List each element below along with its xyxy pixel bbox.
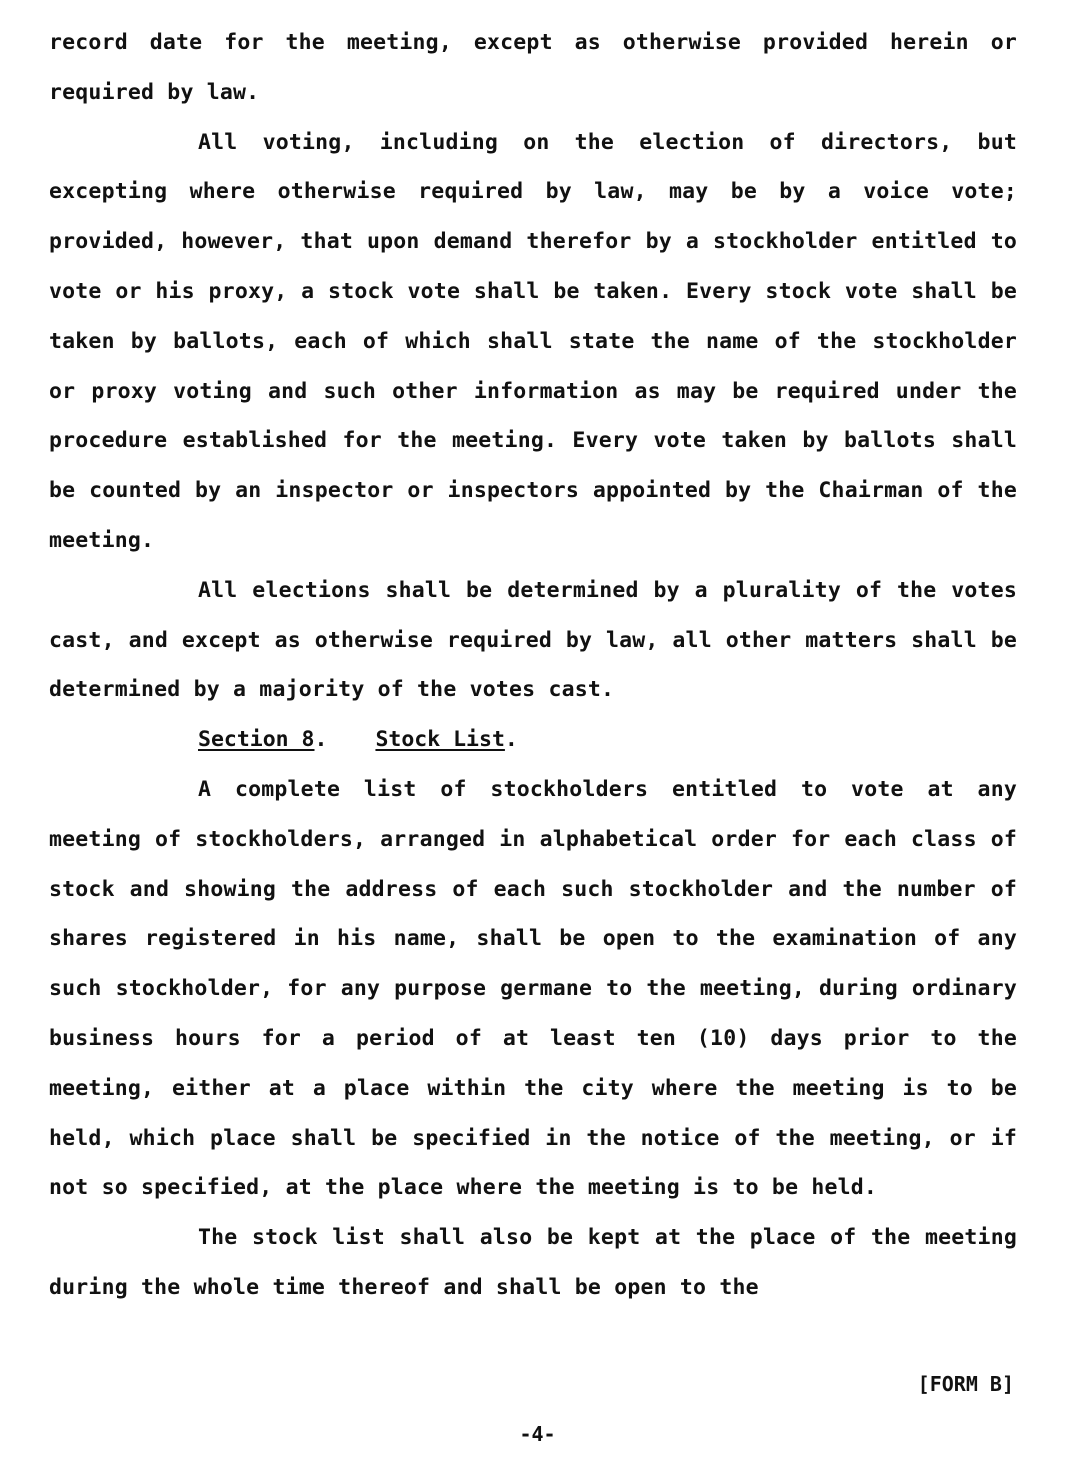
paragraph-elections: All elections shall be determined by a plurality of the votes cast, and except as otherwise required by law, all other matters shall be determined by a majority of the votes cast.: [49, 577, 1017, 703]
section-heading: [49, 715, 1017, 765]
paragraph-continuation: record date for the meeting, except as otherwise provided herein or required by law.: [49, 30, 1017, 105]
section-number: Section 8: [198, 727, 315, 753]
section-number-period: .: [314, 727, 328, 753]
document-page: [49, 18, 1017, 1313]
paragraph-stock-list: A complete list of stockholders entitled to vote at any meeting of stockholders, arranged in alphabetical order for each class of stock and showing the address of each such stockholder and the number of shares registered in his name, shall be open to the examination of any such stockholder, for any purpose germane to the meeting, during ordinary business hours for a period of at least ten (10) days prior to the meeting, either at a place within the city where the meeting is to be held, which place shall be specified in the notice of the meeting, or if not so specified, at the place where the meeting is to be held.: [49, 776, 1017, 1201]
form-label: [FORM B]: [917, 1372, 1014, 1396]
paragraph-voting: All voting, including on the election of directors, but excepting where otherwise required by law, may be by a voice vote; provided, however, that upon demand therefor by a stockholder entitled to vote or his proxy, a stock vote shall be taken. Every stock vote shall be taken by ballots, each of which shall state the name of the stockholder or proxy voting and such other information as may be required under the procedure established for the meeting. Every vote taken by ballots shall be counted by an inspector or inspectors appointed by the Chairman of the meeting.: [49, 129, 1017, 553]
paragraph-stock-list-kept: The stock list shall also be kept at the place of the meeting during the whole time thereof and shall be open to the: [49, 1225, 1017, 1300]
page-number: -4-: [519, 1422, 556, 1446]
section-title: Stock List: [375, 727, 505, 753]
section-title-period: .: [504, 727, 518, 753]
